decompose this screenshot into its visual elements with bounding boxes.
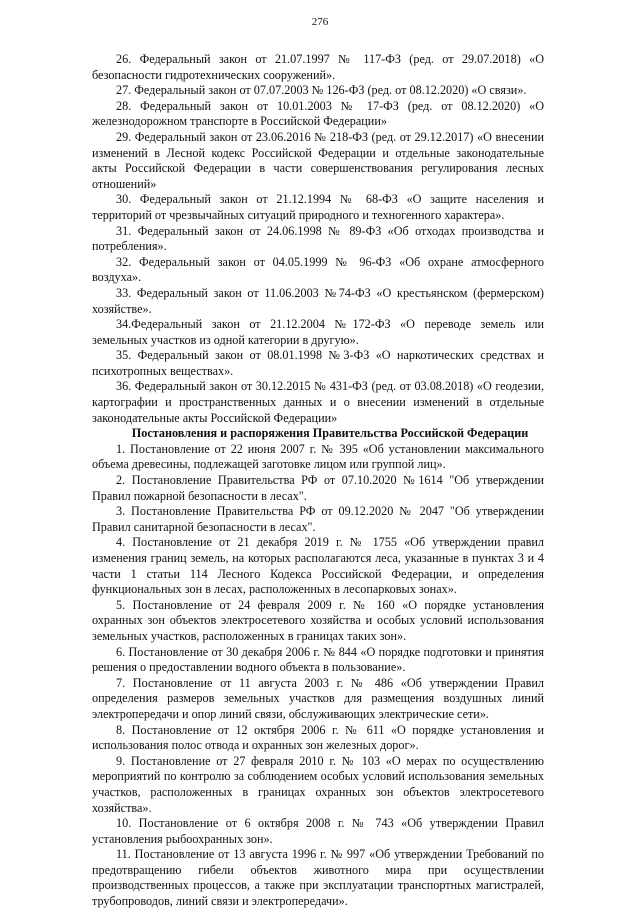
law-item: 33. Федеральный закон от 11.06.2003 №74-ФЗ «О крестьянском (фермерском) хозяйстве». [92,285,544,316]
law-item: 35. Федеральный закон от 08.01.1998 №3-ФЗ «О наркотических средствах и психотропных веществах». [92,348,544,378]
resolution-item: 8. Постановление от 12 октября 2006 г. № 611 «О порядке установления и использования полос отвода и охранных зон железных дорог». [92,722,544,753]
resolution-item: 5. Постановление от 24 февраля 2009 г. № 160 «О порядке установления охранных зон объектов электросетевого хозяйства и особых условий использования земельных участков, расположенных в границах таких зон». [92,597,544,643]
resolution-item: 3. Постановление Правительства РФ от 09.12.2020 № 2047 "Об утверждении Правил санитарной безопасности в лесах". [92,504,544,534]
section-heading: Постановления и распоряжения Правительства Российской Федерации [131,426,529,441]
law-item: 28. Федеральный закон от 10.01.2003 № 17-ФЗ (ред. от 08.12.2020) «О железнодорожном транспорте в Российской Федерации» [92,98,544,129]
law-item: 31. Федеральный закон от 24.06.1998 № 89-ФЗ «Об отходах производства и потребления». [92,223,544,254]
resolution-item: 7. Постановление от 11 августа 2003 г. № 486 «Об утверждении Правил определения размеров земельных участков для размещения воздушных линий электропередачи и опор линий связи, обслуживающих электрические сети». [92,675,544,721]
resolution-item: 10. Постановление от 6 октября 2008 г. № 743 «Об утверждении Правил установления рыбоохранных зон». [92,816,544,846]
resolution-item: 4. Постановление от 21 декабря 2019 г. № 1755 «Об утверждении правил изменения границ земель, на которых располагаются леса, указанные в пунктах 3 и 4 части 1 статьи 114 Лесного Кодекса Российской Федерации, и определения функциональных зон в лесах, расположенных в лесопарковых зонах». [92,535,544,597]
law-item: 30. Федеральный закон от 21.12.1994 № 68-ФЗ «О защите населения и территорий от чрезвычайных ситуаций природного и техногенного характера». [92,192,544,222]
resolution-item: 9. Постановление от 27 февраля 2010 г. № 103 «О мерах по осуществлению мероприятий по контролю за соблюдением особых условий использования земельных участков, расположенных в границах охранных зон объектов электросетевого хозяйства». [92,753,544,815]
document-body [92,52,544,910]
law-item: 29. Федеральный закон от 23.06.2016 № 218-ФЗ (ред. от 29.12.2017) «О внесении изменений в Лесной кодекс Российской Федерации и отдельные законодательные акты Российской Федерации в части совершенствования регулирования лесных отношений» [92,129,544,191]
resolution-item: 2. Постановление Правительства РФ от 07.10.2020 №1614 "Об утверждении Правил пожарной безопасности в лесах". [92,473,544,503]
law-item: 36. Федеральный закон от 30.12.2015 № 431-ФЗ (ред. от 03.08.2018) «О геодезии, картографии и пространственных данных и о внесении изменений в отдельные законодательные акты Российской Федерации» [92,379,544,425]
page-number: 276 [311,16,329,28]
resolution-item: 1. Постановление от 22 июня 2007 г. № 395 «Об установлении максимального объема древесины, подлежащей заготовке лицом или группой лиц». [92,441,544,472]
law-item: 32. Федеральный закон от 04.05.1999 № 96-ФЗ «Об охране атмосферного воздуха». [92,254,544,285]
law-item: 26. Федеральный закон от 21.07.1997 № 117-ФЗ (ред. от 29.07.2018) «О безопасности гидротехнических сооружений». [92,52,544,82]
law-item: 34.Федеральный закон от 21.12.2004 №172-ФЗ «О переводе земель или земельных участков из одной категории в другую». [92,317,544,347]
law-item: 27. Федеральный закон от 07.07.2003 № 126-ФЗ (ред. от 08.12.2020) «О связи». [116,83,527,98]
resolution-item: 11. Постановление от 13 августа 1996 г. № 997 «Об утверждении Требований по предотвращению гибели объектов животного мира при осуществлении производственных процессов, а также при эксплуатации транспортных магистралей, трубопроводов, линий связи и электропередачи». [92,847,544,909]
resolution-item: 6. Постановление от 30 декабря 2006 г. № 844 «О порядке подготовки и принятия решения о предоставлении водного объекта в пользование». [92,644,544,675]
